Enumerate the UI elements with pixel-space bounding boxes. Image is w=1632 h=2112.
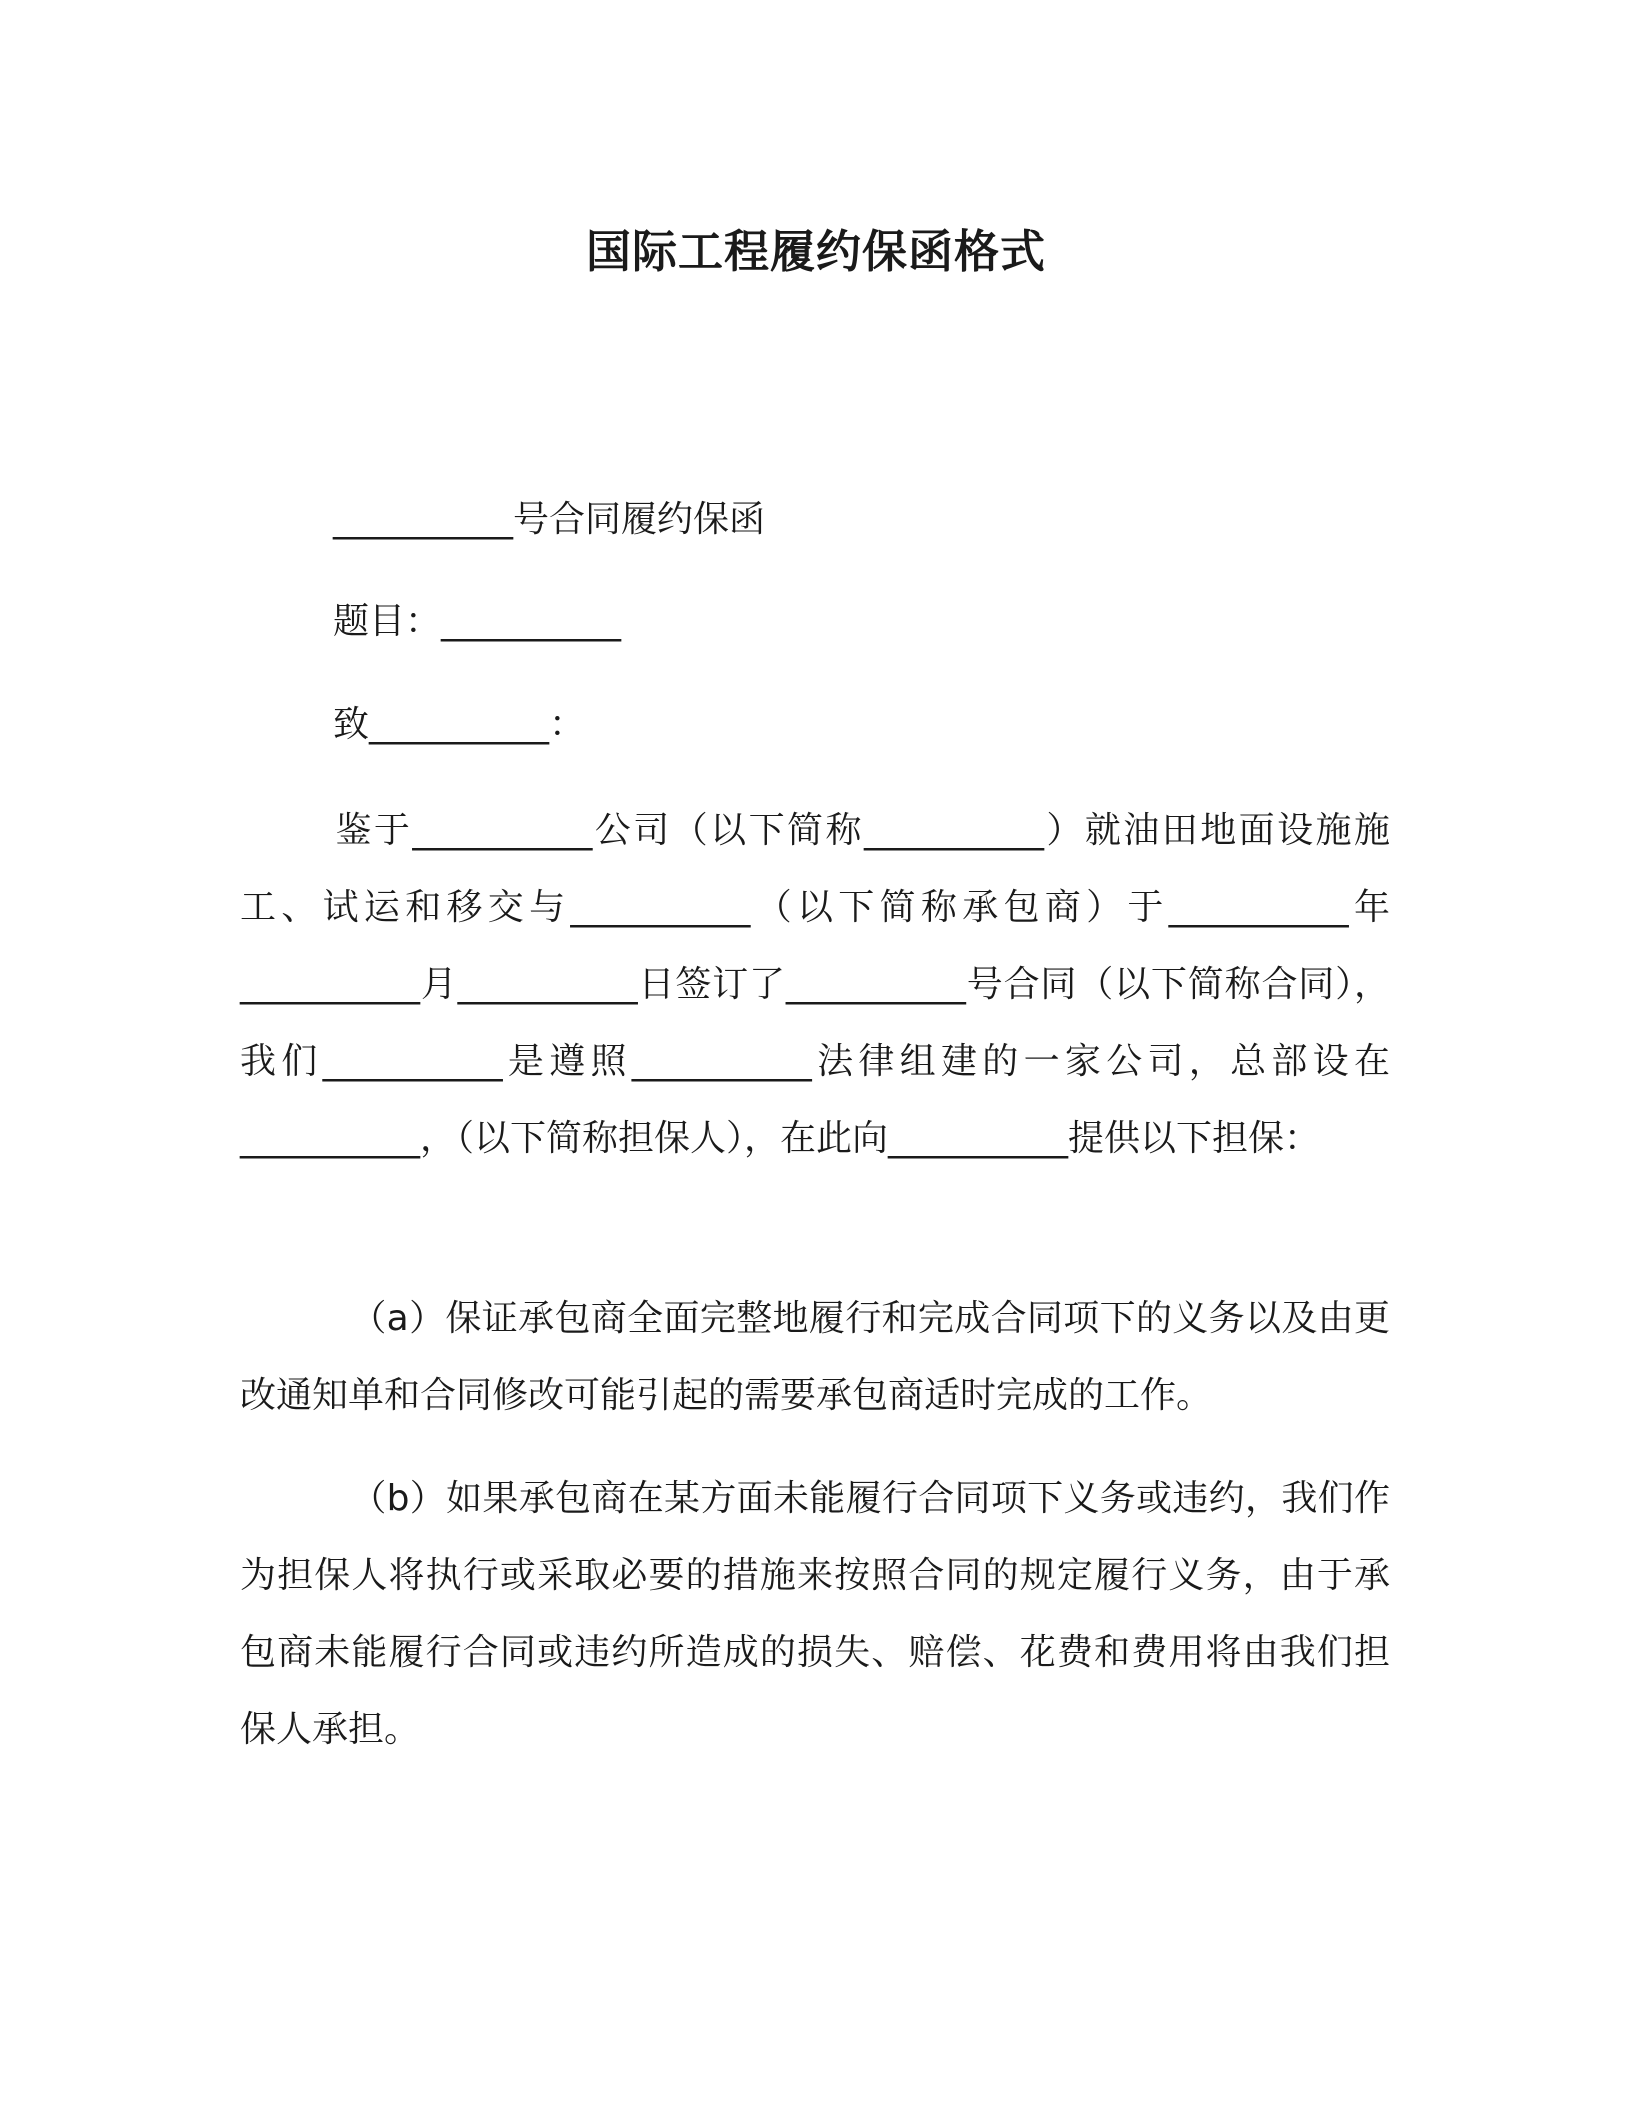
document-title: 国际工程履约保函格式	[585, 225, 1046, 278]
clause-a-text: （a）保证承包商全面完整地履行和完成合同项下的义务以及由更改通知单和合同修改可能引起的需要承包商适时完成的工作。	[240, 1298, 1390, 1416]
body-paragraph-1	[240, 792, 1390, 1177]
clause-a	[240, 1280, 1390, 1434]
subject-line: 题目：__________	[333, 601, 622, 642]
clause-b	[240, 1460, 1390, 1768]
contract-number-line: __________号合同履约保函	[333, 499, 766, 540]
body-paragraph-1-text: 鉴于__________公司（以下简称__________）就油田地面设施施工、试运和移交与__________（以下简称承包商）于__________年__________月__________日签订了__________号合同（以下简称合同），我们__________是遵照__________法律组建的一家公司，总部设在__________，（以下简称担保人），在此向__________提供以下担保：	[240, 810, 1390, 1159]
clause-b-text: （b）如果承包商在某方面未能履行合同项下义务或违约，我们作为担保人将执行或采取必要的措施来按照合同的规定履行义务，由于承包商未能履行合同或违约所造成的损失、赔偿、花费和费用将由我们担保人承担。	[240, 1478, 1390, 1750]
addressee-line: 致__________：	[333, 704, 586, 745]
